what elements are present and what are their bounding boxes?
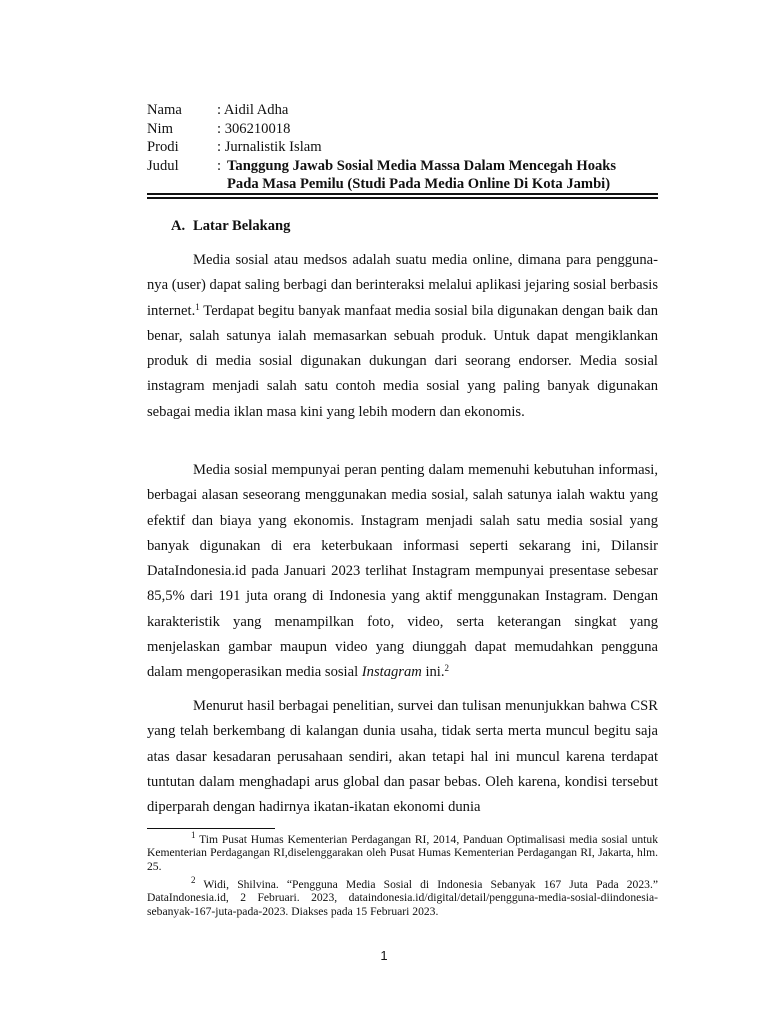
header-rule-bottom: [147, 197, 658, 199]
paragraph-1-text-b: Terdapat begitu banyak manfaat media sosial bila digunakan dengan baik dan benar, salah satunya ialah memasarkan sebuah produk. Untuk dapat mengiklankan produk di media sosial digunakan dukungan dari seorang endorser. Media sosial instagram menjadi salah satu contoh media sosial yang paling banyak digunakan sebagai media iklan masa kini yang lebih modern dan ekonomis.: [147, 302, 658, 420]
paragraph-1-text-a: Media sosial atau medsos adalah suatu media online, dimana para penggunanya (user) dapat saling berbagi dan berinteraksi melalui aplikasi jejaring sosial berbasis internet.: [147, 252, 658, 319]
judul-line-2: Pada Masa Pemilu (Studi Pada Media Online Di Kota Jambi): [227, 176, 611, 192]
footnote-separator: [147, 828, 275, 829]
footnote-1-number: 1: [191, 830, 196, 840]
judul-value: [227, 157, 659, 194]
nama-value: : Aidil Adha: [217, 102, 289, 118]
prodi-value: : Jurnalistik Islam: [217, 139, 322, 155]
header-rule-top: [147, 193, 658, 195]
paragraph-3: Menurut hasil berbagai penelitian, survei dan tulisan menunjukkan bahwa CSR yang telah berkembang di kalangan dunia usaha, tidak serta merta muncul begitu saja atas dasar kesadaran perusahaan sendiri, akan tetapi hal ini muncul karena terdapat tuntutan dalam menghadapi arus global dan pasar bebas. Oleh karena, kondisi tersebut diperparah dengan hadirnya ikatan-ikatan ekonomi dunia: [147, 698, 658, 816]
judul-label: Judul: [147, 157, 179, 174]
info-row-nama: [147, 101, 659, 120]
paragraph-2: [147, 458, 658, 686]
paragraph-2-text-b: ini.: [421, 664, 445, 681]
nama-label: Nama: [147, 102, 182, 118]
footnote-ref-2: 2: [444, 663, 449, 674]
footnote-1-text: Tim Pusat Humas Kementerian Perdagangan RI, 2014, Panduan Optimalisasi media sosial untuk Kementerian Perdagangan RI,diselenggarakan oleh Pusat Humas Kementerian Perdagangan RI, Jakarta, hlm. 25.: [147, 833, 658, 873]
prodi-label: Prodi: [147, 139, 179, 155]
nim-label: Nim: [147, 120, 173, 137]
info-row-nim: [147, 120, 659, 139]
student-info-block: [147, 101, 659, 194]
page-number: 1: [380, 948, 388, 963]
judul-line-1: Tanggung Jawab Sosial Media Massa Dalam Mencegah Hoaks: [227, 157, 617, 174]
section-heading: [171, 218, 290, 235]
section-number: A.: [171, 218, 186, 234]
info-row-judul: [147, 157, 659, 194]
nim-value: : 306210018: [217, 120, 291, 137]
footnote-2-text: Widi, Shilvina. “Pengguna Media Sosial di Indonesia Sebanyak 167 Juta Pada 2023.” DataIndonesia.id, 2 Februari. 2023, dataindonesia.id/digital/detail/pengguna-media-sosial-diindonesia-sebanyak-167-juta-pada-2023. Diakses pada 15 Februari 2023.: [147, 878, 658, 918]
footnote-ref-1: 1: [195, 301, 200, 312]
footnote-2-number: 2: [191, 875, 196, 885]
footnote-1: [147, 830, 658, 873]
footnote-2: [147, 875, 658, 918]
paragraph-2-text-a: Media sosial mempunyai peran penting dalam memenuhi kebutuhan informasi, berbagai alasan seseorang menggunakan media sosial, salah satunya ialah waktu yang efektif dan biaya yang ekonomis. Instagram menjadi salah satu media sosial yang banyak digunakan di era keterbukaan informasi seperti sekarang ini, Dilansir DataIndonesia.id pada Januari 2023 terlihat Instagram mempunyai presentase sebesar 85,5% dari 191 juta orang di Indonesia yang aktif menggunakan Instagram. Dengan karakteristik yang menampilkan foto, video, serta keterangan singkat yang menjelaskan gambar maupun video yang diunggah dapat memudahkan pengguna dalam mengoperasikan media sosial: [147, 462, 658, 681]
section-title: Latar Belakang: [193, 218, 291, 234]
info-row-prodi: [147, 138, 659, 157]
paragraph-1: [147, 248, 658, 425]
judul-colon: :: [217, 157, 222, 174]
paragraph-2-italic: Instagram: [361, 664, 422, 681]
